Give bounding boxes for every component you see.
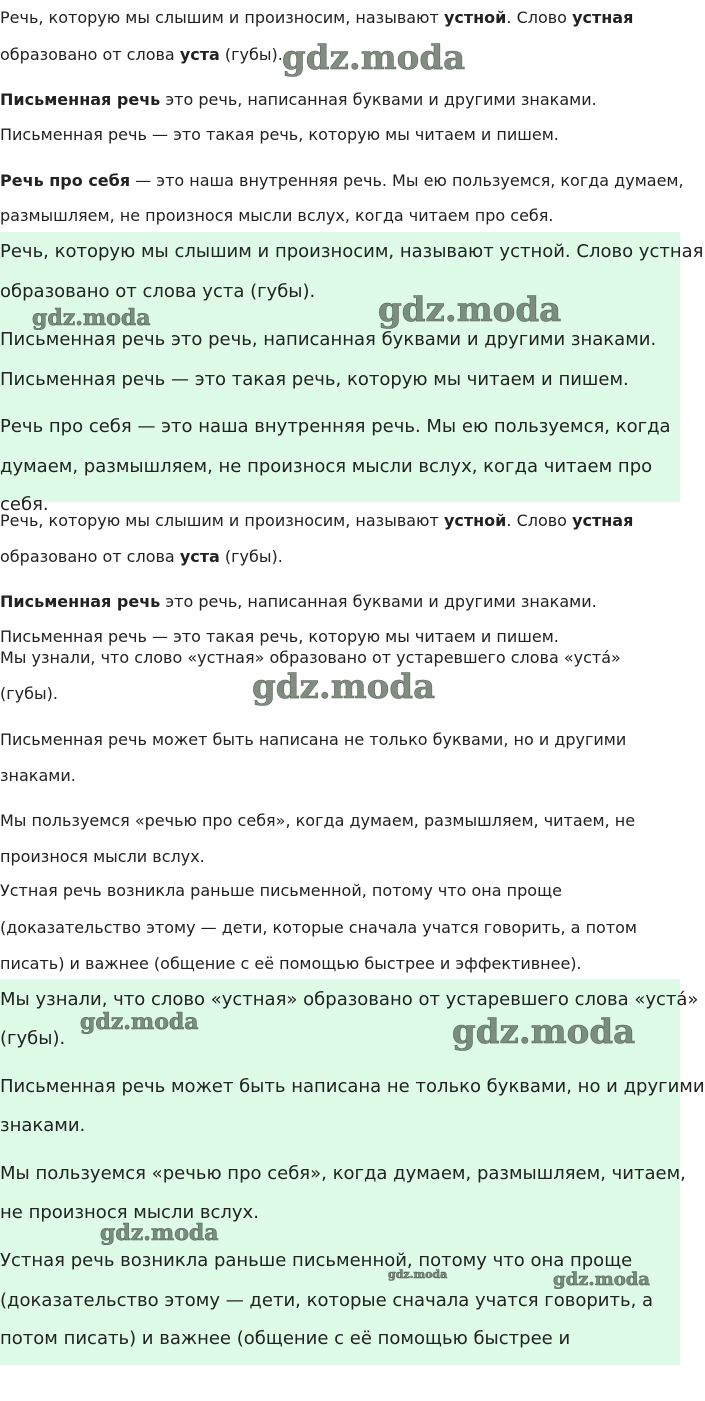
- paragraph-line: (доказательство этому — дети, которые сначала учатся говорить, а потом: [0, 918, 637, 937]
- paragraph-line: знаками.: [0, 1115, 86, 1136]
- paragraph-line: Письменная речь это речь, написанная буквами и другими знаками.: [0, 329, 657, 350]
- paragraph-line: (губы).: [0, 1028, 66, 1049]
- text-block-5: [0, 979, 705, 1365]
- text-block-2: [0, 232, 704, 515]
- paragraph-line: образовано от слова уста (губы).: [0, 547, 283, 566]
- paragraph-line: Письменная речь — это такая речь, которую мы читаем и пишем.: [0, 369, 629, 390]
- paragraph-line: (доказательство этому — дети, которые сначала учатся говорить, а: [0, 1290, 654, 1311]
- paragraph-line: Речь про себя — это наша внутренняя речь. Мы ею пользуемся, когда: [0, 416, 671, 437]
- paragraph-line: Речь, которую мы слышим и произносим, называют устной. Слово устная: [0, 8, 634, 27]
- watermark: gdz.moda: [80, 1009, 199, 1035]
- paragraph-line: Письменная речь может быть написана не только буквами, но и другими: [0, 1076, 705, 1097]
- paragraph-line: Мы узнали, что слово «устная» образовано от устаревшего слова «уста́»: [0, 989, 699, 1010]
- paragraph-line: Письменная речь — это такая речь, которую мы читаем и пишем.: [0, 627, 559, 646]
- paragraph-line: Письменная речь может быть написана не только буквами, но и другими: [0, 730, 627, 749]
- watermark: gdz.moda: [388, 1268, 448, 1281]
- paragraph-line: Письменная речь — это такая речь, которую мы читаем и пишем.: [0, 125, 559, 144]
- watermark: gdz.moda: [452, 1012, 636, 1052]
- text-block-4: [0, 641, 680, 979]
- paragraph-line: Мы узнали, что слово «устная» образовано от устаревшего слова «уста́»: [0, 648, 621, 667]
- watermark: gdz.moda: [100, 1220, 219, 1246]
- paragraph-line: произнося мысли вслух.: [0, 847, 205, 866]
- paragraph-line: потом писать) и важнее (общение с её помощью быстрее и: [0, 1328, 571, 1349]
- paragraph-line: Устная речь возникла раньше письменной, потому что она проще: [0, 881, 562, 900]
- paragraph-line: (губы).: [0, 684, 58, 703]
- paragraph-line: Письменная речь это речь, написанная буквами и другими знаками.: [0, 592, 597, 611]
- watermark: gdz.moda: [282, 38, 466, 78]
- paragraph-line: Мы пользуемся «речью про себя», когда думаем, размышляем, читаем,: [0, 1163, 686, 1184]
- watermark: gdz.moda: [553, 1269, 650, 1290]
- paragraph-line: Мы пользуемся «речью про себя», когда думаем, размышляем, читаем, не: [0, 811, 636, 830]
- paragraph-line: знаками.: [0, 766, 76, 785]
- paragraph-line: Речь, которую мы слышим и произносим, называют устной. Слово устная: [0, 511, 634, 530]
- paragraph-line: думаем, размышляем, не произнося мысли вслух, когда читаем про: [0, 456, 653, 477]
- paragraph-line: не произнося мысли вслух.: [0, 1202, 259, 1223]
- watermark: gdz.moda: [378, 290, 562, 330]
- paragraph-line: Письменная речь это речь, написанная буквами и другими знаками.: [0, 90, 597, 109]
- watermark: gdz.moda: [252, 667, 436, 707]
- paragraph-line: Речь про себя — это наша внутренняя речь. Мы ею пользуемся, когда думаем,: [0, 171, 684, 190]
- paragraph-line: размышляем, не произнося мысли вслух, когда читаем про себя.: [0, 206, 554, 225]
- paragraph-line: писать) и важнее (общение с её помощью быстрее и эффективнее).: [0, 954, 582, 973]
- text-block-3: [0, 502, 680, 646]
- paragraph-line: себя.: [0, 494, 49, 515]
- text-block-1: [0, 0, 684, 232]
- paragraph-line: образовано от слова уста (губы).: [0, 45, 283, 64]
- paragraph-line: Устная речь возникла раньше письменной, потому что она проще: [0, 1250, 633, 1271]
- paragraph-line: Речь, которую мы слышим и произносим, называют устной. Слово устная: [0, 241, 704, 262]
- paragraph-line: образовано от слова уста (губы).: [0, 281, 316, 302]
- watermark: gdz.moda: [32, 305, 151, 331]
